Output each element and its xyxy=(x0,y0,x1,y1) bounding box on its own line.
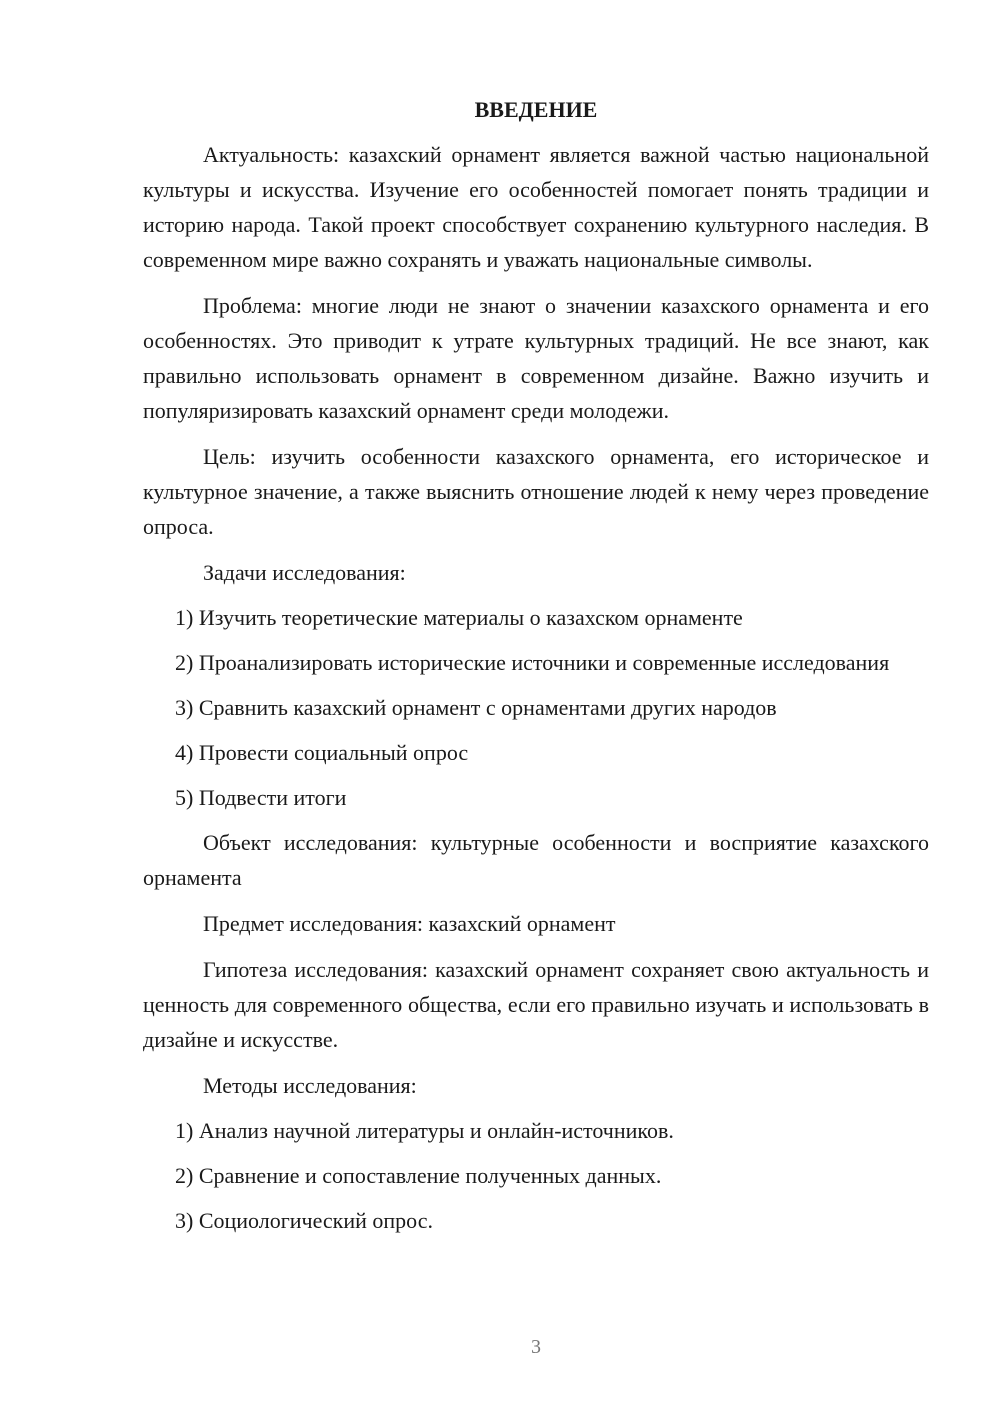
task-item: 4) Провести социальный опрос xyxy=(175,740,469,765)
relevance-paragraph: Актуальность: казахский орнамент является важной частью национальной культуры и искусства. Изучение его особенностей помогает понять традиции и историю народа. Такой проект способствует сохранению культурного наследия. В современном мире важно сохранять и уважать национальные символы. xyxy=(143,142,929,272)
page-number: 3 xyxy=(531,1336,541,1358)
methods-list xyxy=(143,1113,929,1238)
page-title: ВВЕДЕНИЕ xyxy=(474,97,598,122)
problem-paragraph: Проблема: многие люди не знают о значении казахского орнамента и его особенностях. Это приводит к утрате культурных традиций. Не все знают, как правильно использовать орнамент в современном дизайне. Важно изучить и популяризировать казахский орнамент среди молодежи. xyxy=(143,293,929,423)
goal-paragraph: Цель: изучить особенности казахского орнамента, его историческое и культурное значение, а также выяснить отношение людей к нему через проведение опроса. xyxy=(143,444,929,539)
method-item: 1) Анализ научной литературы и онлайн-источников. xyxy=(175,1118,674,1143)
task-item: 2) Проанализировать исторические источники и современные исследования xyxy=(175,650,890,675)
tasks-heading: Задачи исследования: xyxy=(203,560,406,585)
subject-paragraph: Предмет исследования: казахский орнамент xyxy=(203,911,616,936)
task-item: 3) Сравнить казахский орнамент с орнаментами других народов xyxy=(175,695,777,720)
tasks-list xyxy=(143,600,929,815)
document-page xyxy=(143,95,929,1248)
task-item: 1) Изучить теоретические материалы о казахском орнаменте xyxy=(175,605,743,630)
method-item: 3) Социологический опрос. xyxy=(175,1208,433,1233)
task-item: 5) Подвести итоги xyxy=(175,785,347,810)
methods-heading: Методы исследования: xyxy=(203,1073,417,1098)
object-paragraph: Объект исследования: культурные особенности и восприятие казахского орнамента xyxy=(143,830,929,890)
hypothesis-paragraph: Гипотеза исследования: казахский орнамент сохраняет свою актуальность и ценность для современного общества, если его правильно изучать и использовать в дизайне и искусстве. xyxy=(143,957,929,1052)
method-item: 2) Сравнение и сопоставление полученных данных. xyxy=(175,1163,662,1188)
